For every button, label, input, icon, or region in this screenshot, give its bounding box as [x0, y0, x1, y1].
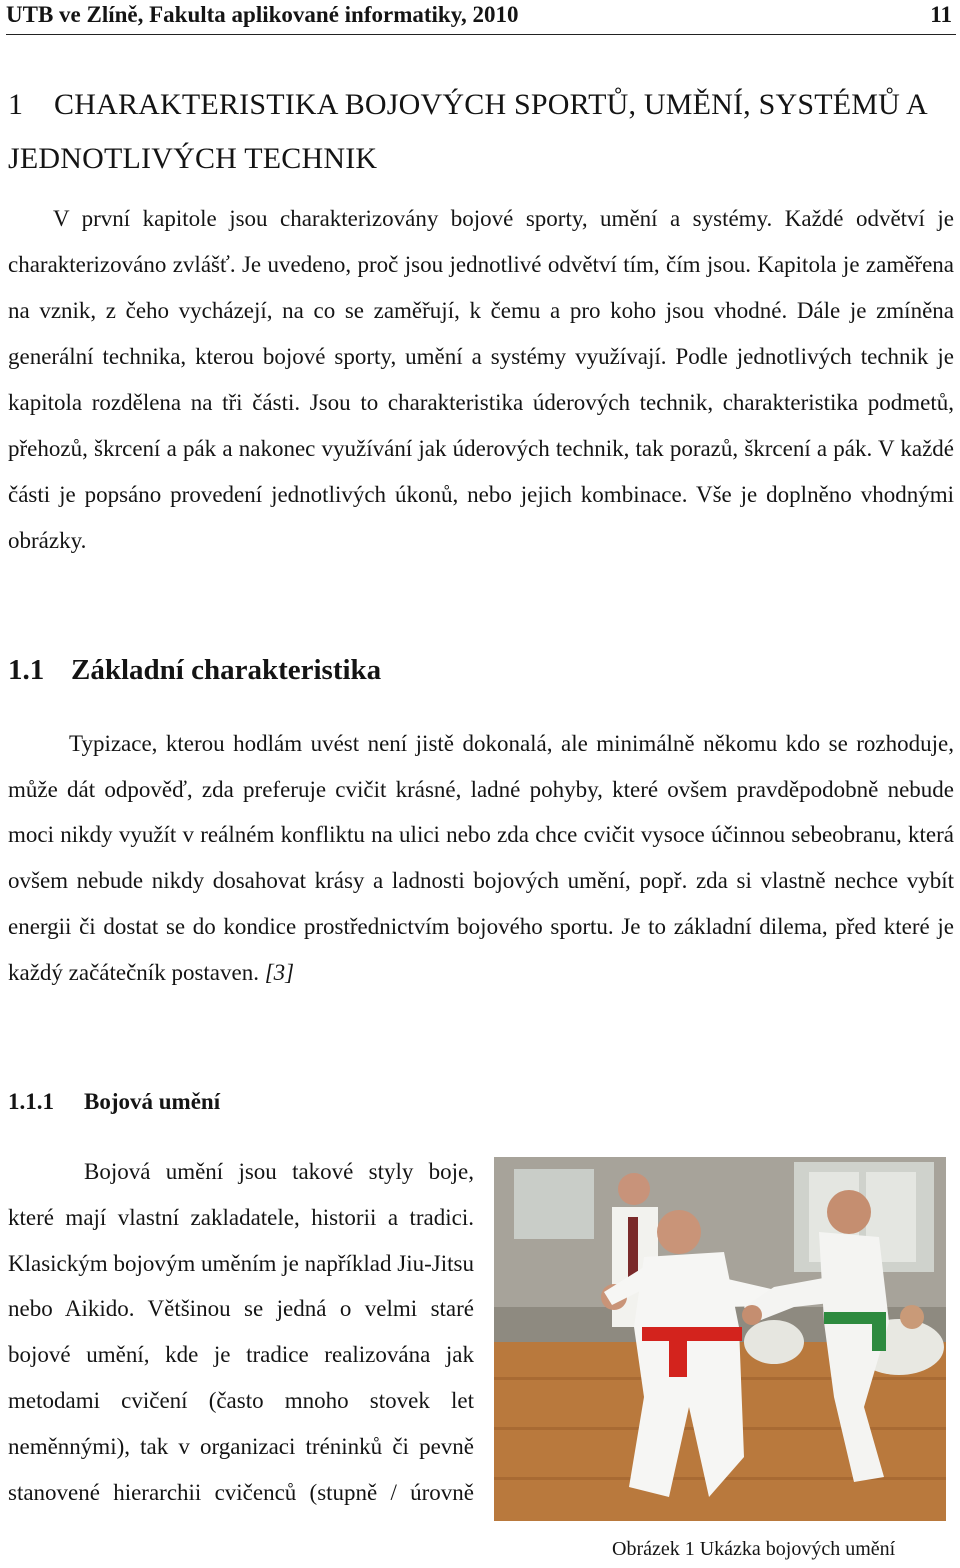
figure-caption: Obrázek 1 Ukázka bojových umění: [612, 1538, 896, 1560]
page-number: 11: [930, 2, 952, 27]
subsection-number: 1.1.1: [8, 1089, 54, 1114]
chapter-heading: [8, 78, 954, 186]
section-paragraph: [8, 721, 954, 995]
subsection-title: Bojová umění: [84, 1089, 221, 1114]
section-number: 1.1: [8, 654, 45, 686]
header-institution: UTB ve Zlíně, Fakulta aplikované informatiky, 2010: [6, 2, 519, 27]
intro-paragraph: V první kapitole jsou charakterizovány bojové sporty, umění a systémy. Každé odvětví je charakterizováno zvlášť. Je uvedeno, proč jsou jednotlivé odvětví tím, čím jsou. Kapitola je zaměřena na vznik, z čeho vycházejí, na co se zaměřují, k čemu a pro koho jsou vhodné. Dále je zmíněna generální technika, kterou bojové sporty, umění a systémy využívají. Podle jednotlivých technik je kapitola rozdělena na tři části. Jsou to charakteristika úderových technik, charakteristika podmetů, přehozů, škrcení a pák a nakonec využívání jak úderových technik, tak porazů, škrcení a pák. V každé části je popsáno provedení jednotlivých úkonů, nebo jejich kombinace. Vše je doplněno vhodnými obrázky.: [8, 206, 954, 553]
section-paragraph-text: Typizace, kterou hodlám uvést není jistě dokonalá, ale minimálně někomu kdo se rozhoduje, může dát odpověď, zda preferuje cvičit krásné, ladné pohyby, které ovšem pravděpodobně nebude moci nikdy využít v reálném konfliktu na ulici nebo zda chce cvičit vysoce účinnou sebeobranu, která ovšem nebude nikdy dosahovat krásy a ladnosti bojových umění, popř. zda si vlastně nechce vybít energii či dostat se do kondice prostřednictvím bojového sportu. Je to základní dilema, před které je každý začátečník postaven.: [8, 731, 954, 985]
citation: [3]: [264, 959, 295, 985]
chapter-number: 1: [8, 88, 24, 121]
running-header: [6, 0, 956, 35]
section-heading: [8, 648, 381, 692]
chapter-title: CHARAKTERISTIKA BOJOVÝCH SPORTŮ, UMĚNÍ, SYSTÉMŮ A JEDNOTLIVÝCH TECHNIK: [8, 88, 927, 175]
karate-photo: [494, 1157, 946, 1521]
subsection-paragraph: Bojová umění jsou takové styly boje, které mají vlastní zakladatele, historii a tradici. Klasickým bojovým uměním je například Jiu-Jitsu nebo Aikido. Většinou se jedná o velmi staré bojové umění, kde je tradice realizována jak metodami cvičení (často mnoho stovek let neměnnými), tak v organizaci tréninků či pevně stanovené hierarchii cvičenců (stupně / úrovně: [8, 1159, 474, 1505]
subsection-heading: [8, 1082, 220, 1122]
section-title: Základní charakteristika: [71, 654, 382, 686]
